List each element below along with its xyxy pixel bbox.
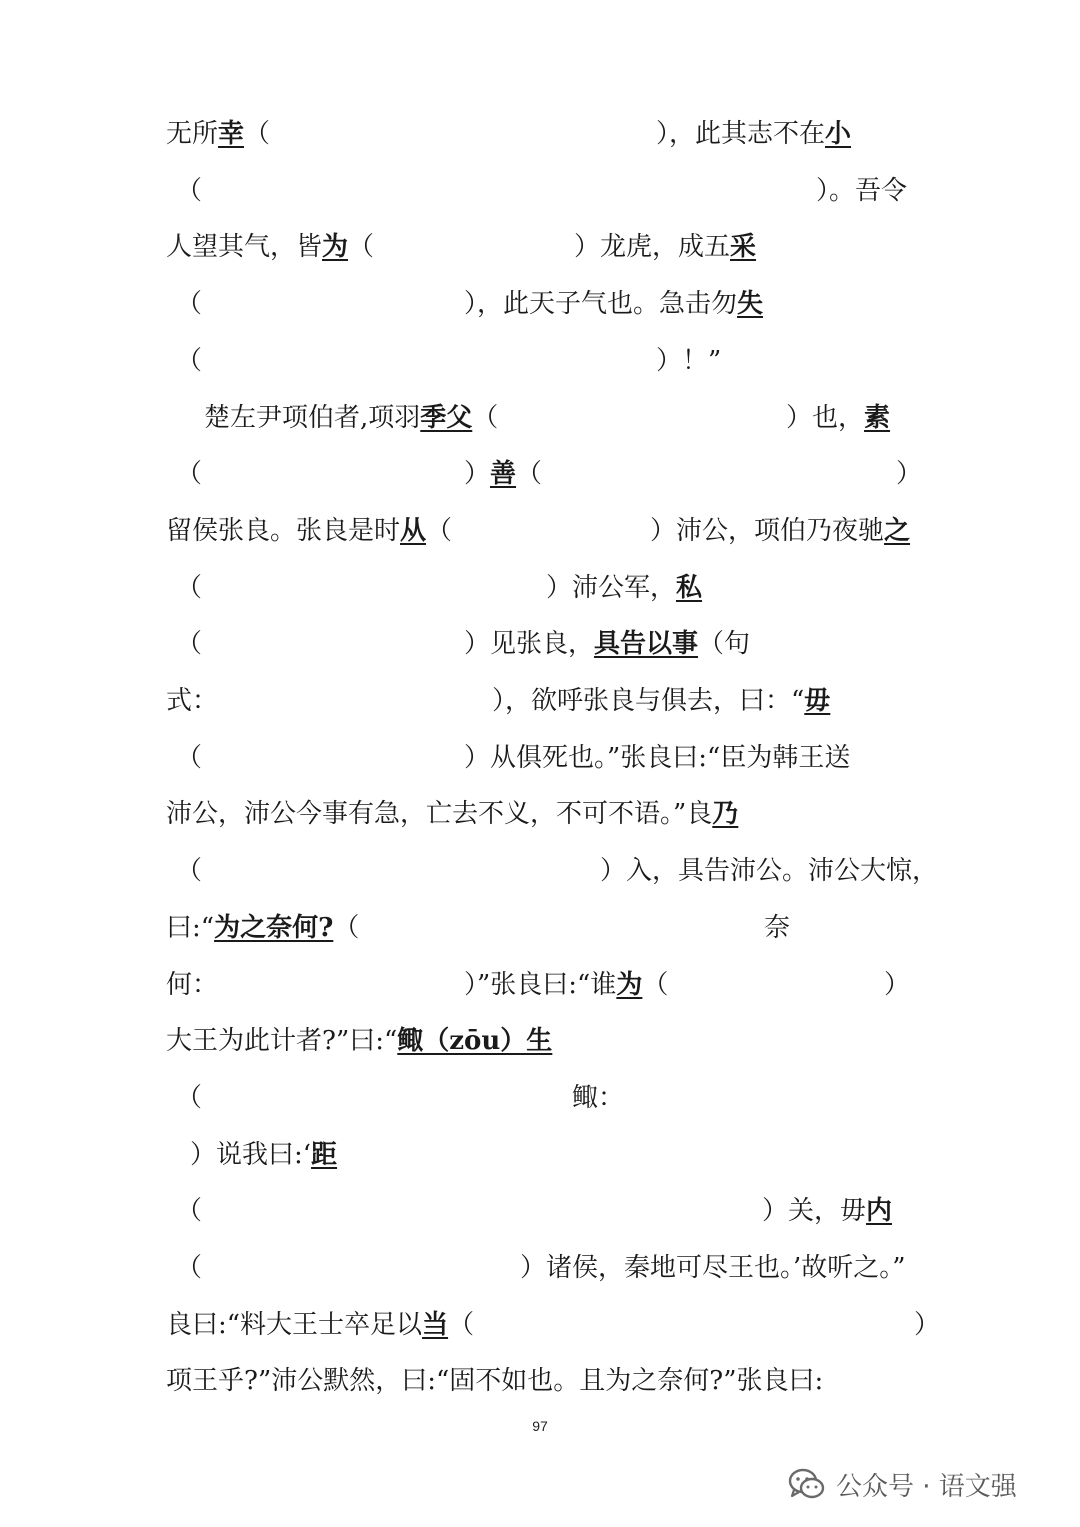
underlined-term: 善 [490, 459, 517, 489]
text-run: ）诸侯，秦地可尽王也。’故听之。” [520, 1253, 906, 1283]
text-run: （ [426, 516, 453, 546]
underlined-term: 鲰（zōu）生 [397, 1026, 553, 1056]
text-run: （ [333, 913, 360, 943]
text-run: ） [884, 970, 911, 1000]
underlined-term: 之 [884, 516, 911, 546]
text-run: ）”张良曰:“谁 [464, 970, 617, 1000]
underlined-term: 为 [616, 970, 643, 1000]
text-run: （ [176, 176, 203, 206]
text-run: 楚左尹项伯者,项羽 [204, 403, 421, 433]
text-run: 项王乎?”沛公默然，曰:“固不如也。且为之奈何?”张良曰: [166, 1366, 824, 1396]
text-segment [914, 1307, 940, 1343]
text-segment [166, 683, 218, 719]
text-run: （ [176, 346, 203, 376]
text-run: 大王为此计者?”曰:“ [166, 1026, 398, 1056]
text-run: ），此天子气也。急击勿 [464, 289, 738, 319]
underlined-term: 距 [311, 1140, 338, 1170]
text-segment [176, 626, 202, 662]
text-segment [762, 1193, 892, 1229]
underlined-term: 私 [676, 573, 703, 603]
text-segment [166, 967, 218, 1003]
text-run: 留侯张良。张良是时 [166, 516, 401, 546]
text-run: ） [464, 459, 491, 489]
text-segment [166, 1363, 823, 1399]
text-run: 奈 [764, 913, 791, 943]
text-segment [176, 173, 202, 209]
text-run: ）龙虎，成五 [574, 232, 731, 262]
text-segment [176, 1250, 202, 1286]
text-segment [546, 570, 702, 606]
underlined-term: 从 [400, 516, 427, 546]
text-segment [896, 456, 922, 492]
text-run: （ [176, 1253, 203, 1283]
text-run: （ [472, 403, 499, 433]
underlined-term: 乃 [712, 799, 739, 829]
text-run: （ [642, 970, 669, 1000]
text-run: ）！” [656, 346, 722, 376]
underlined-term: 幸 [218, 119, 245, 149]
text-run: （ [176, 1196, 203, 1226]
text-segment [176, 740, 202, 776]
text-run: ） [896, 459, 923, 489]
text-segment [166, 116, 270, 152]
text-segment [572, 1080, 624, 1116]
text-segment [176, 1193, 202, 1229]
text-segment [464, 967, 668, 1003]
text-run: （ [516, 459, 543, 489]
text-run: （ [176, 1083, 203, 1113]
text-run: 良曰:“料大王士卒足以 [166, 1310, 423, 1340]
text-segment [492, 683, 830, 719]
text-run: 无所 [166, 119, 219, 149]
text-segment [656, 116, 851, 152]
text-segment [176, 286, 202, 322]
text-run: （ [176, 856, 203, 886]
text-segment [764, 910, 790, 946]
text-segment [176, 456, 202, 492]
text-run: ）沛公，项伯乃夜驰 [650, 516, 885, 546]
text-run: 式： [166, 686, 219, 716]
underlined-term: 毋 [804, 686, 831, 716]
text-segment [574, 229, 756, 265]
text-run: ）从俱死也。”张良曰:“臣为韩王送 [464, 743, 851, 773]
text-segment [464, 626, 750, 662]
watermark [788, 1462, 1017, 1506]
underlined-term: 当 [422, 1310, 449, 1340]
text-run: （ [348, 232, 375, 262]
underlined-term: 内 [866, 1196, 893, 1226]
text-run: （句 [698, 629, 751, 659]
text-segment [190, 1137, 337, 1173]
wechat-icon [788, 1467, 826, 1501]
text-run: （ [176, 289, 203, 319]
text-run: （ [448, 1310, 475, 1340]
underlined-term: 素 [864, 403, 891, 433]
text-run: ）也， [786, 403, 865, 433]
underlined-term: 为之奈何? [214, 913, 334, 943]
text-segment [166, 796, 738, 832]
text-run: 何： [166, 970, 219, 1000]
text-segment [176, 343, 202, 379]
text-run: ）沛公军， [546, 573, 677, 603]
text-run: 曰:“ [166, 913, 215, 943]
text-segment [166, 229, 374, 265]
text-segment [166, 1023, 552, 1059]
text-segment [884, 967, 910, 1003]
text-segment [600, 853, 938, 889]
underlined-term: 失 [737, 289, 764, 319]
underlined-term: 为 [322, 232, 349, 262]
text-run: （ [244, 119, 271, 149]
watermark-text: 公众号 · 语文强 [836, 1471, 1017, 1502]
text-segment [166, 1307, 474, 1343]
text-run: （ [176, 629, 203, 659]
text-run: ） [914, 1310, 941, 1340]
text-segment [176, 1080, 202, 1116]
underlined-term: 采 [730, 232, 757, 262]
text-segment [816, 173, 907, 209]
text-run: （ [176, 743, 203, 773]
text-segment [650, 513, 910, 549]
text-segment [204, 400, 498, 436]
underlined-term: 季父 [420, 403, 473, 433]
text-segment [166, 910, 359, 946]
text-run: ）关，毋 [762, 1196, 867, 1226]
text-segment [176, 853, 202, 889]
text-run: 沛公，沛公今事有急，亡去不义，不可不语。”良 [166, 799, 713, 829]
text-run: ）入，具告沛公。沛公大惊， [600, 856, 939, 886]
text-segment [464, 456, 542, 492]
text-segment [464, 286, 763, 322]
text-run: ）说我曰:‘ [190, 1140, 312, 1170]
text-run: ），此其志不在 [656, 119, 826, 149]
text-segment [786, 400, 890, 436]
text-run: 人望其气，皆 [166, 232, 323, 262]
text-run: ），欲呼张良与俱去，曰：“ [492, 686, 805, 716]
text-run: ）见张良， [464, 629, 595, 659]
text-run: （ [176, 459, 203, 489]
text-run: 鲰： [572, 1083, 625, 1113]
text-segment [464, 740, 850, 776]
text-segment [520, 1250, 906, 1286]
text-segment [176, 570, 202, 606]
underlined-term: 小 [825, 119, 852, 149]
underlined-term: 具告以事 [594, 629, 699, 659]
page-number: 97 [532, 1418, 548, 1434]
text-run: ）。吾令 [816, 176, 908, 206]
text-run: （ [176, 573, 203, 603]
text-segment [656, 343, 721, 379]
text-segment [166, 513, 452, 549]
